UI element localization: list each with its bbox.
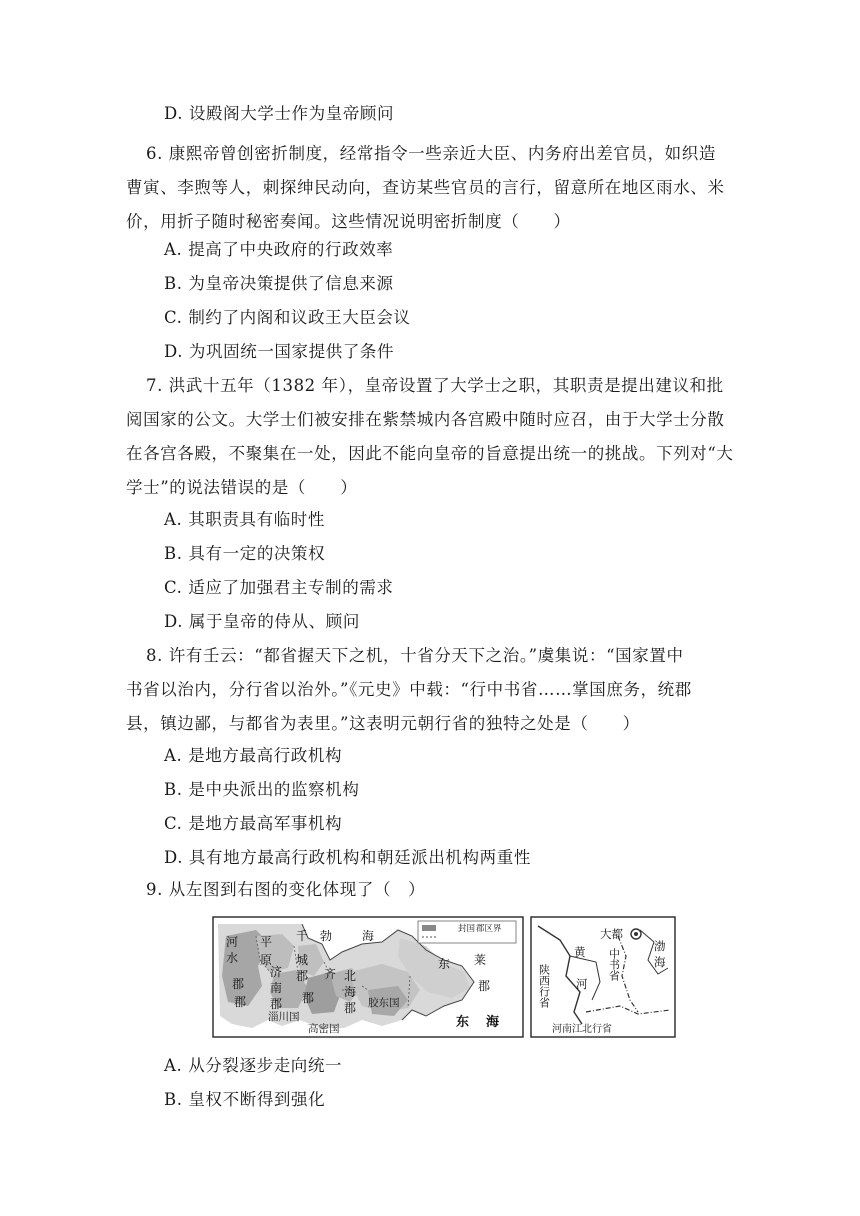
left-map-label-bei: 北 [344,969,357,983]
left-map-label-jiaodong: 胶东国 [368,997,400,1009]
q5-option-d: D. 设殿阁大学士作为皇帝顾问 [164,104,395,123]
right-map-label-bohai: 渤 [654,939,666,953]
right-map-label-dadu: 大都 [600,927,623,941]
q6-option-b: B. 为皇帝决策提供了信息来源 [164,274,394,293]
left-map-label-jun-he: 郡 [232,977,245,991]
q6-option-c: C. 制约了内阁和议政王大臣会议 [164,308,411,327]
left-map-label-jun-qi: 郡 [302,991,315,1005]
q7-stem-line-3: 在各宫各殿，不聚集在一处，因此不能向皇帝的旨意提出统一的挑战。下列对“大 [126,444,734,463]
q9-option-b: B. 皇权不断得到强化 [164,1090,326,1109]
left-map-legend-2: 郡区界 [476,924,502,934]
right-map-label-henan: 河南江北行省 [552,1024,612,1035]
q8-option-b: B. 是中央派出的监察机构 [164,780,360,799]
left-map-label-beihai: 海 [344,985,357,999]
q8-stem-line-3: 县，镇边鄙，与都省为表里。”这表明元朝行省的独特之处是（ ） [126,714,640,733]
left-map-label-gaomi: 高密国 [308,1023,340,1035]
left-map-label-qi: 齐 [324,967,337,981]
left-map-label-he: 河 [226,935,239,949]
left-map-label-donghai-2: 海 [486,1015,500,1030]
q6-option-d: D. 为巩固统一国家提供了条件 [164,342,395,361]
left-map-label-lai: 莱 [474,953,487,967]
q8-stem-line-1: 8. 许有壬云：“都省握天下之机，十省分天下之治。”虞集说：“国家置中 [146,646,684,665]
left-map-label-hai: 海 [362,929,375,943]
left-map-label-jun-beihai: 郡 [344,1001,357,1015]
q7-option-d: D. 属于皇帝的侍从、顾问 [164,612,360,631]
right-map [530,916,676,1038]
left-map-label-cheng: 城 [296,953,309,967]
right-map-label-he: 河 [576,977,588,991]
q9-stem: 9. 从左图到右图的变化体现了（ ） [146,880,426,899]
q6-option-a: A. 提高了中央政府的行政效率 [164,240,394,259]
left-map-label-bohai: 勃 [320,929,333,943]
left-map-label-jun-ji: 郡 [270,997,283,1011]
left-map-label-jun-extra: 郡 [234,995,247,1009]
q8-option-d: D. 具有地方最高行政机构和朝廷派出机构两重性 [164,848,531,867]
q9-option-a: A. 从分裂逐步走向统一 [164,1056,343,1075]
q6-stem-line-1: 6. 康熙帝曾创密折制度，经常指令一些亲近大臣、内务府出差官员，如织造 [146,144,716,163]
left-map-label-jun-cheng: 郡 [296,969,309,983]
q8-stem-line-2: 书省以治内，分行省以治外。”《元史》中载：“行中书省……掌国庶务，统郡 [126,680,692,699]
q7-option-a: A. 其职责具有临时性 [164,510,326,529]
left-map-label-dong: 东 [438,957,451,971]
q7-stem-line-2: 阅国家的公文。大学士们被安排在紫禁城内各宫殿中随时应召，由于大学士分散 [126,410,725,429]
right-map-label-shaanxi: 陕西行省 [537,964,551,1008]
left-map-label-ping: 平 [260,935,273,949]
q7-stem-line-4: 学士”的说法错误的是（ ） [126,478,358,497]
q7-stem-line-1: 7. 洪武十五年（1382 年），皇帝设置了大学士之职，其职责是提出建议和批 [146,376,724,395]
left-map-label-nan: 南 [270,981,283,995]
left-map-label-lai-jun: 郡 [478,979,491,993]
left-map-label-gan: 千 [296,929,309,943]
q7-option-c: C. 适应了加强君主专制的需求 [164,578,394,597]
left-map-legend-1: 封国 [458,924,476,934]
q7-option-b: B. 具有一定的决策权 [164,544,326,563]
left-map [212,916,524,1038]
q6-stem-line-2: 曹寅、李煦等人，刺探绅民动向，查访某些官员的言行，留意所在地区雨水、米 [126,178,725,197]
left-map-label-zichuan: 淄川国 [268,1011,300,1023]
right-map-label-hai: 海 [654,955,666,969]
left-map-label-shui: 水 [226,951,239,965]
q6-stem-line-3: 价，用折子随时秘密奏闻。这些情况说明密折制度（ ） [126,212,571,231]
left-map-label-yuan: 原 [260,953,273,967]
left-map-label-ji: 济 [270,965,283,979]
q8-option-c: C. 是地方最高军事机构 [164,814,343,833]
right-map-label-huang: 黄 [574,945,586,959]
left-map-label-donghai-1: 东 [456,1015,470,1030]
q8-option-a: A. 是地方最高行政机构 [164,746,343,765]
right-map-label-zhongshu: 中书省 [607,948,621,981]
